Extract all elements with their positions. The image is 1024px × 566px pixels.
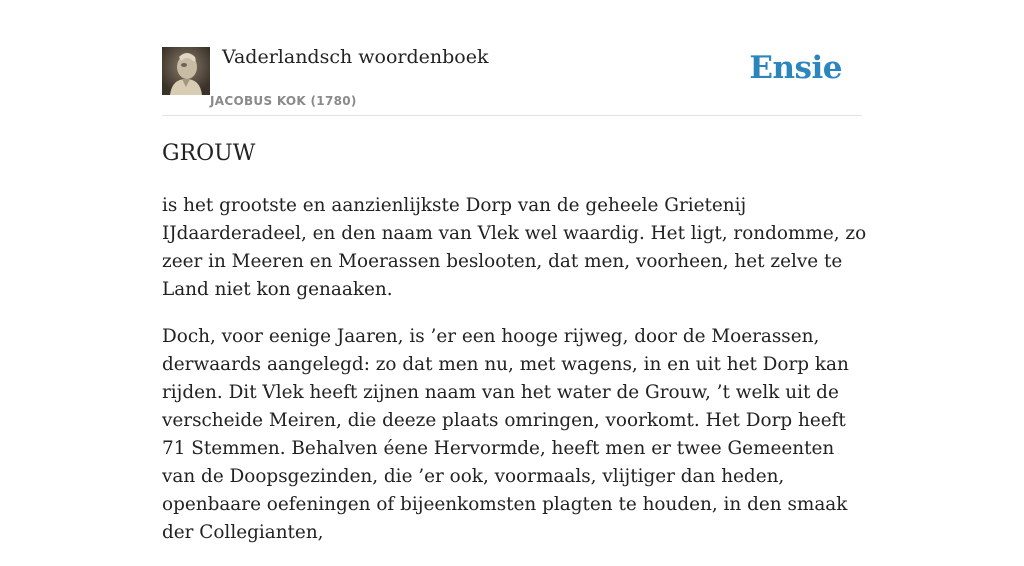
brand-logo[interactable]: Ensie bbox=[749, 50, 842, 86]
entry-paragraph: Doch, voor eenige Jaaren, is ’er een hooge rijweg, door de Moerassen, derwaards aangelegd: zo dat men nu, met wagens, in en uit het Dorp kan rijden. Dit Vlek heeft zijnen naam van het water de Grouw, ’t welk uit de verscheide Meiren, die deeze plaats omringen, voorkomt. Het Dorp heeft 71 Stemmen. Behalven éene Hervormde, heeft men er twee Gemeenten van de Doopsgezinden, die ’er ook, voormaals, vlijtiger dan heden, openbaare oefeningen of bijeenkomsten plagten te houden, in den smaak der Collegianten, bbox=[162, 326, 849, 543]
book-title[interactable]: Vaderlandsch woordenboek bbox=[222, 46, 489, 68]
entry-headword: GROUW bbox=[162, 141, 256, 166]
entry-paragraph: is het grootste en aanzienlijkste Dorp van de geheele Grietenij IJdaarderadeel, en den naam van Vlek wel waardig. Het ligt, rondomme, zo zeer in Meeren en Moerassen beslooten, dat men, voorheen, het zelve te Land niet kon genaaken. bbox=[162, 195, 867, 300]
author-avatar[interactable] bbox=[162, 47, 210, 95]
entry-header bbox=[162, 40, 862, 116]
author-name[interactable]: JACOBUS KOK (1780) bbox=[210, 94, 357, 108]
author-portrait-icon bbox=[162, 47, 210, 95]
entry-content bbox=[162, 192, 868, 566]
